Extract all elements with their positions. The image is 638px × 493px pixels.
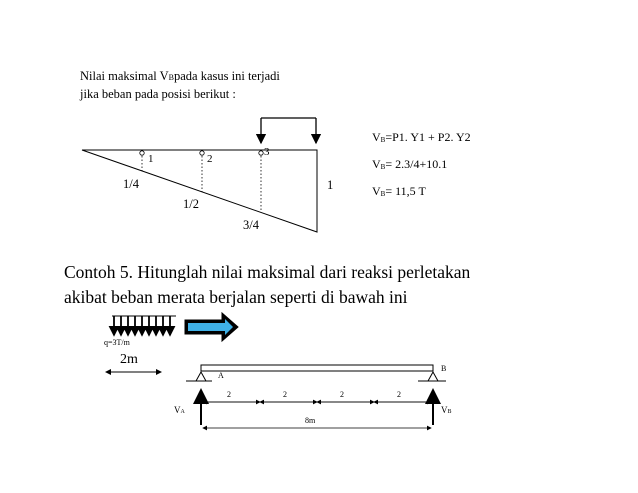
support-b-roller [428,372,438,381]
span-label: 8m [305,416,316,425]
reaction-a-label: VA [174,405,185,415]
point-1-marker [140,151,144,155]
example-heading [64,260,470,310]
support-a-pin [196,372,206,381]
reaction-b-label: VB [441,405,452,415]
point-1-label: 1 [148,153,154,165]
segment-4-label: 2 [397,390,401,399]
beam-body [201,365,433,371]
intro-line1-sub: B [168,73,174,82]
point-3-marker [259,151,263,155]
point-3-label: 3 [264,146,270,158]
segment-1-label: 2 [227,390,231,399]
equation-1: $V_B=P1$. Y1 + P2. Y2 [372,130,471,144]
segment-3-label: 2 [340,390,344,399]
load-arrows [114,316,170,335]
intro-line1-prefix: Nilai maksimal V [80,69,169,83]
ordinate-half-label: 1/2 [183,197,199,211]
influence-line-diagram [82,118,317,232]
equation-2: $V_B= 2.3/4+10.1$ [372,157,448,171]
ordinate-one-label: 1 [327,178,334,192]
example-line2: akibat beban merata berjalan seperti di bawah ini [64,287,408,307]
point-2-label: 2 [207,153,213,165]
intro-line2: jika beban pada posisi berikut : [80,87,236,101]
example-line1: Contoh 5. Hitunglah nilai maksimal dari reaksi perletakan [64,262,471,282]
ordinate-three-quarter-label: 3/4 [243,218,259,232]
influence-line-triangle [82,150,317,232]
load-length-label: 2m [120,352,138,367]
support-a-label: A [218,371,224,380]
equation-3: $V_B= 11,5$ T [372,184,426,198]
beam-diagram [186,365,446,428]
load-intensity-label: q=3T/m [104,338,130,347]
ordinate-quarter-label: 1/4 [123,177,139,191]
point-2-marker [200,151,204,155]
support-b-label: B [441,364,447,373]
segment-2-label: 2 [283,390,287,399]
intro-line1-suffix: pada kasus ini terjadi [174,69,280,83]
